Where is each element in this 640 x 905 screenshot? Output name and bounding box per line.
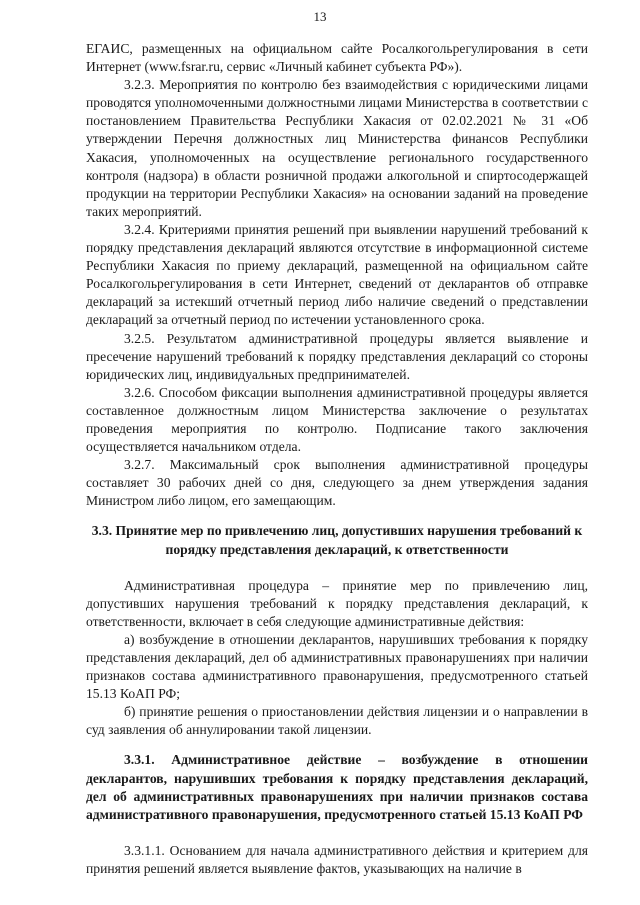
paragraph-admin-procedure: Административная процедура – принятие мер по привлечению лиц, допустивших нарушения требований к порядку представления деклараций, к ответственности, включает в себя следующие административные действия:: [86, 577, 588, 629]
page-number: 13: [313, 9, 327, 24]
paragraph-item-b: б) принятие решения о приостановлении действия лицензии и о направлении в суд заявления об аннулировании такой лицензии.: [86, 704, 588, 738]
paragraph-3-2-6: 3.2.6. Способом фиксации выполнения административной процедуры является составленное должностным лицом Министерства заключение о результатах проведения мероприятия по контролю. Подписание такого заключения осуществляется начальником отдела.: [86, 384, 588, 455]
paragraph-3-2-4: 3.2.4. Критериями принятия решений при выявлении нарушений требований к порядку представления деклараций являются отсутствие в информационной системе Республики Хакасия по приему деклараций, размещенной на официальном сайте Росалкогольрегулирования в сети Интернет, сведений от декларантов об отправке деклараций за истекший отчетный период либо наличие сведений о представлении деклараций за отчетный период по истечении установленного срока.: [86, 221, 588, 328]
document-body: [86, 40, 588, 878]
paragraph-item-a: а) возбуждение в отношении декларантов, нарушивших требования к порядку представления деклараций, дел об административных правонарушениях при наличии признаков состава административного правонарушения, предусмотренного статьей 15.13 КоАП РФ;: [86, 631, 588, 702]
spacer: [86, 824, 588, 842]
section-3-3-1-heading: 3.3.1. Административное действие – возбуждение в отношении декларантов, нарушивших требования к порядку представления деклараций, дел об административных правонарушениях при наличии признаков состава административного правонарушения, предусмотренного статьей 15.13 КоАП РФ: [86, 752, 588, 822]
paragraph-egais: ЕГАИС, размещенных на официальном сайте Росалкогольрегулирования в сети Интернет (www.fsrar.ru, сервис «Личный кабинет субъекта РФ»).: [86, 41, 588, 75]
spacer: [86, 739, 588, 751]
paragraph-3-2-7: 3.2.7. Максимальный срок выполнения административной процедуры составляет 30 рабочих дней со дня, следующего за днем утверждения задания Министром либо лицом, его замещающим.: [86, 457, 588, 509]
paragraph-3-2-5: 3.2.5. Результатом административной процедуры является выявление и пресечение нарушений требований к порядку представления деклараций со стороны юридических лиц, индивидуальных предпринимателей.: [86, 330, 588, 382]
section-3-3-heading: 3.3. Принятие мер по привлечению лиц, допустивших нарушения требований к порядку представления деклараций, к ответственности: [91, 523, 583, 557]
spacer: [86, 559, 588, 577]
paragraph-3-3-1-1: 3.3.1.1. Основанием для начала административного действия и критерием для принятия решений является выявление фактов, указывающих на наличие в: [86, 842, 588, 876]
paragraph-3-2-3: 3.2.3. Мероприятия по контролю без взаимодействия с юридическими лицами проводятся уполномоченными должностными лицами Министерства в соответствии с постановлением Правительства Республики Хакасия от 02.02.2021 № 31 «Об утверждении Перечня должностных лиц Министерства финансов Республики Хакасия, уполномоченных на осуществление регионального государственного контроля (надзора) в области розничной продажи алкогольной и спиртосодержащей продукции на территории Республики Хакасия» на основании заданий на проведение таких мероприятий.: [86, 77, 588, 219]
spacer: [86, 510, 588, 522]
